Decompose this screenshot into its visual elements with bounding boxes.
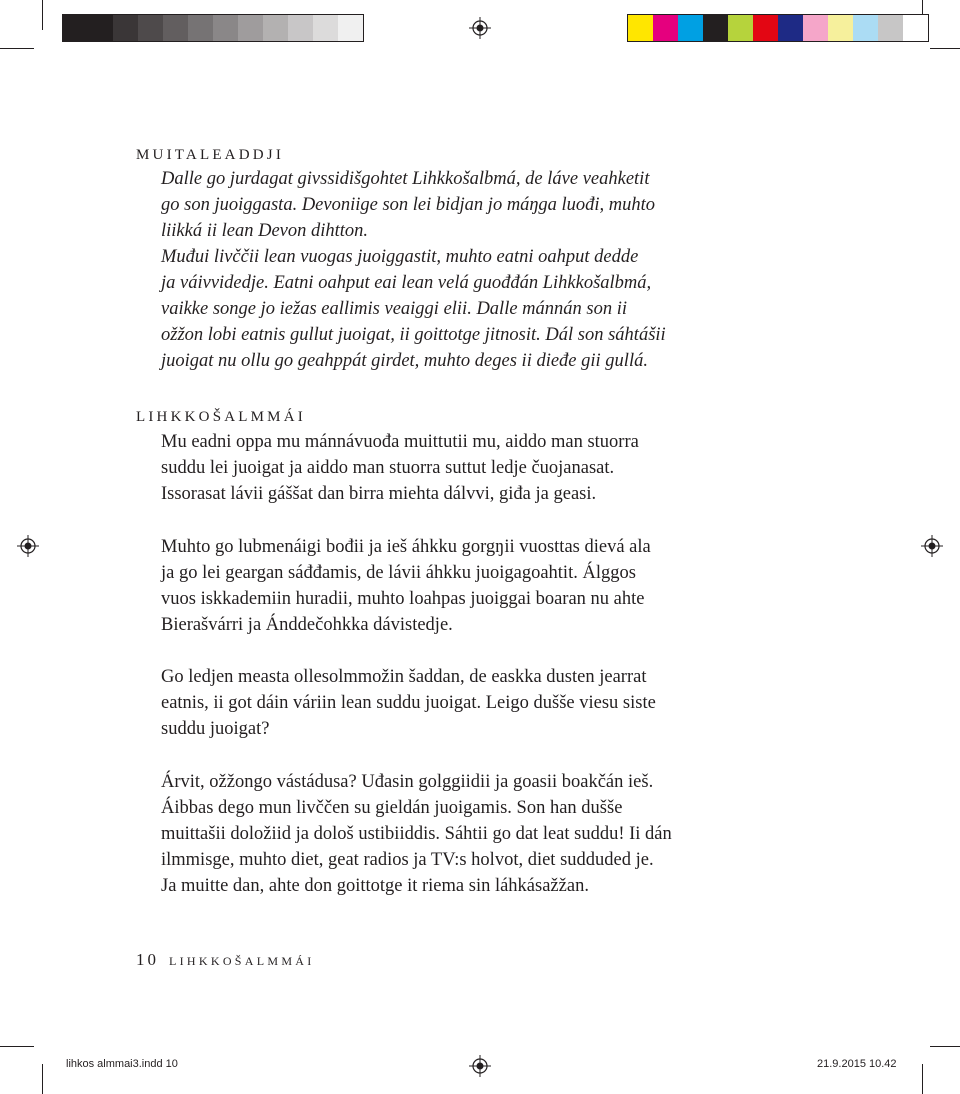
color-swatch: [313, 15, 338, 41]
grayscale-color-bar: [62, 14, 364, 42]
color-swatch: [803, 15, 828, 41]
text-line: ja go lei geargan sáđđamis, de lávii áhkku juoigagoahtit. Álggos: [161, 563, 636, 583]
color-swatch: [903, 15, 928, 41]
crop-mark: [42, 0, 43, 30]
text-line: muittašii doložiid ja dološ ustibiiddis. Sáhtii go dat leat suddu! Ii dán: [161, 824, 672, 844]
text-line: Ja muitte dan, ahte don goittotge it riema sin láhkásažžan.: [161, 876, 589, 896]
color-swatch: [263, 15, 288, 41]
color-swatch: [113, 15, 138, 41]
crop-mark: [0, 48, 34, 49]
crop-mark: [42, 1064, 43, 1094]
registration-mark-icon: [469, 1055, 491, 1077]
color-swatch: [653, 15, 678, 41]
text-line: Dalle go jurdagat givssidišgohtet Lihkkošalbmá, de láve veahketit: [161, 169, 650, 189]
text-line: Áibbas dego mun livččen su gieldán juoigamis. Son han dušše: [161, 798, 623, 818]
text-line: juoigat nu ollu go geahppát girdet, muhto deges ii dieđe gii gullá.: [161, 351, 648, 371]
color-swatch: [753, 15, 778, 41]
color-swatch: [138, 15, 163, 41]
color-swatch: [188, 15, 213, 41]
crop-mark: [930, 48, 960, 49]
text-line: ja váivvidedje. Eatni oahput eai lean velá guođđán Lihkkošalbmá,: [161, 273, 652, 293]
text-line: eatnis, ii got dáin váriin lean suddu juoigat. Leigo dušše viesu siste: [161, 693, 656, 713]
text-line: suddu juoigat?: [161, 719, 270, 739]
text-line: Árvit, ožžongo vástádusa? Uđasin golggiidii ja goasii boakčán ieš.: [161, 772, 654, 792]
color-swatch: [703, 15, 728, 41]
body-paragraph: [161, 769, 761, 899]
crop-mark: [930, 1046, 960, 1047]
section-heading-lihkkosalmmai: LIHKKOŠALMMÁI: [136, 409, 306, 425]
color-swatch: [828, 15, 853, 41]
text-line: ožžon lobi eatnis gullut juoigat, ii goittotge jitnosit. Dál son sáhtášii: [161, 325, 666, 345]
text-line: vaikke songe jo iežas eallimis veaiggi elii. Dalle mánnán son ii: [161, 299, 628, 319]
color-swatch: [678, 15, 703, 41]
section-heading-muitaleaddji: MUITALEADDJI: [136, 147, 285, 163]
color-swatch: [728, 15, 753, 41]
process-color-bar: [627, 14, 929, 42]
color-swatch: [338, 15, 363, 41]
text-line: Go ledjen measta ollesolmmožin šaddan, de easkka dusten jearrat: [161, 667, 647, 687]
color-swatch: [88, 15, 113, 41]
body-paragraph: [161, 534, 761, 638]
page-number: 10: [136, 950, 159, 969]
text-line: Mu eadni oppa mu mánnávuođa muittutii mu, aiddo man stuorra: [161, 432, 639, 452]
color-swatch: [778, 15, 803, 41]
color-swatch: [63, 15, 88, 41]
text-line: Bierašvárri ja Ánddečohkka dávistedje.: [161, 615, 453, 635]
color-swatch: [288, 15, 313, 41]
registration-mark-icon: [17, 535, 39, 557]
slug-date-info: 21.9.2015 10.42: [817, 1058, 897, 1070]
body-paragraph: [161, 429, 761, 507]
running-title: LIHKKOŠALMMÁI: [169, 954, 315, 968]
color-swatch: [878, 15, 903, 41]
slug-file-info: lihkos almmai3.indd 10: [66, 1058, 178, 1070]
registration-mark-icon: [921, 535, 943, 557]
color-swatch: [238, 15, 263, 41]
color-swatch: [163, 15, 188, 41]
color-swatch: [628, 15, 653, 41]
text-line: Muđui livččii lean vuogas juoiggastit, muhto eatni oahput dedde: [161, 247, 639, 267]
italic-paragraph: [161, 166, 761, 374]
text-line: Issorasat lávii gáššat dan birra miehta dálvvi, giđa ja geasi.: [161, 484, 597, 504]
registration-mark-icon: [469, 17, 491, 39]
text-line: liikká ii lean Devon dihtton.: [161, 221, 369, 241]
text-line: go son juoiggasta. Devoniige son lei bidjan jo máŋga luođi, muhto: [161, 195, 656, 215]
folio: [136, 950, 315, 970]
color-swatch: [853, 15, 878, 41]
crop-mark: [922, 1064, 923, 1094]
text-line: Muhto go lubmenáigi bođii ja ieš áhkku gorgŋii vuosttas dievá ala: [161, 537, 651, 557]
text-line: ilmmisge, muhto diet, geat radios ja TV:s holvot, diet sudduded je.: [161, 850, 654, 870]
crop-mark: [0, 1046, 34, 1047]
text-line: suddu lei juoigat ja aiddo man stuorra suttut ledje čuojanasat.: [161, 458, 615, 478]
color-swatch: [213, 15, 238, 41]
body-paragraph: [161, 664, 761, 742]
text-line: vuos iskkademiin huradii, muhto loahpas juoiggai boaran nu ahte: [161, 589, 645, 609]
